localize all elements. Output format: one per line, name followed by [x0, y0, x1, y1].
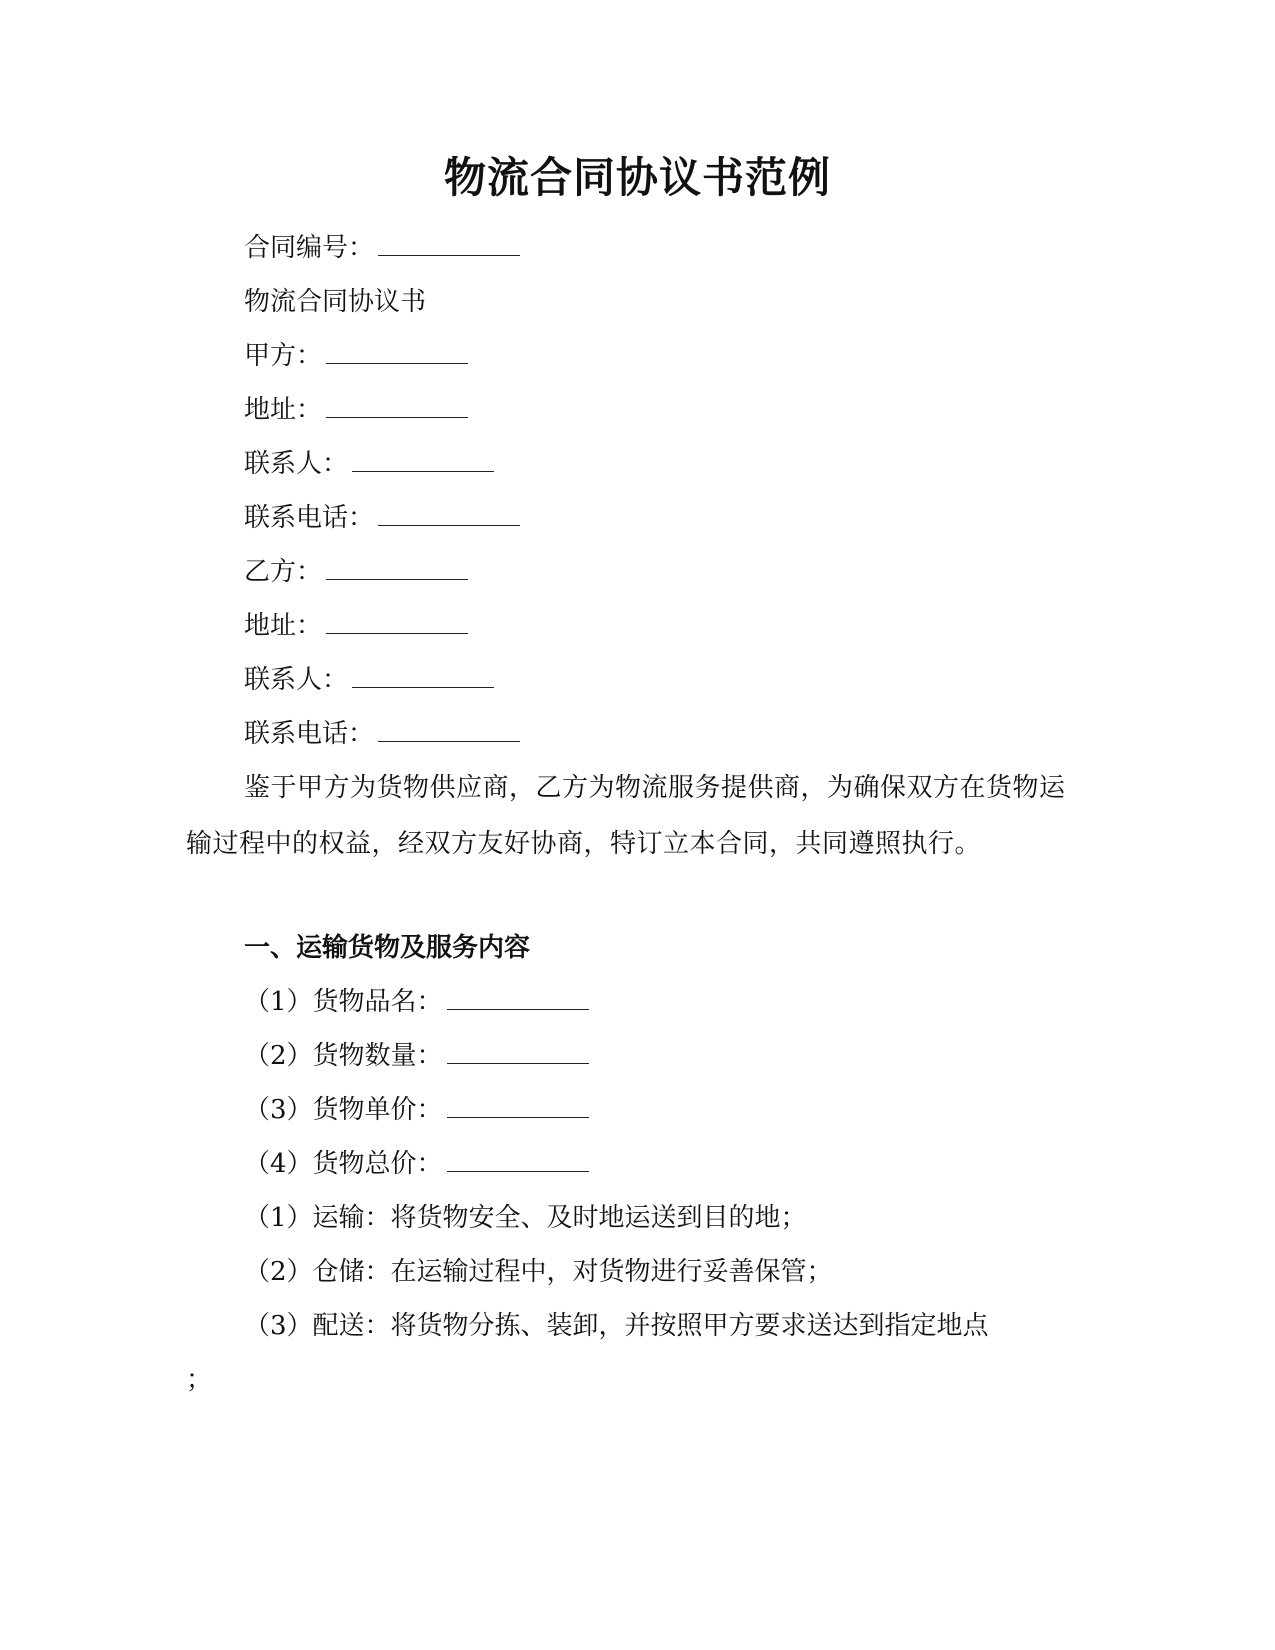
goods-name-field: [244, 982, 589, 1022]
goods-quantity-blank: [447, 1043, 589, 1064]
party-a-contact-field: [244, 444, 494, 484]
service-transport: （1）运输：将货物安全、及时地运送到目的地；: [244, 1203, 807, 1233]
goods-unit-price-label: （3）货物单价：: [244, 1095, 443, 1125]
party-b-field: [244, 552, 468, 592]
party-a-blank: [326, 343, 468, 364]
delivery-punctuation: ；: [186, 1365, 213, 1395]
party-b-contact-field: [244, 660, 494, 700]
service-delivery: （3）配送：将货物分拣、装卸，并按照甲方要求送达到指定地点: [244, 1311, 989, 1341]
party-b-contact-blank: [352, 667, 494, 688]
party-a-label: 甲方：: [244, 341, 323, 371]
document-subtitle: 物流合同协议书: [244, 287, 427, 317]
document-title: 物流合同协议书范例: [443, 153, 831, 202]
party-a-field: [244, 336, 468, 376]
party-a-address-blank: [326, 397, 468, 418]
party-a-phone-field: [244, 498, 520, 538]
section-1-heading: 一、运输货物及服务内容: [244, 933, 531, 963]
party-a-phone-blank: [378, 505, 520, 526]
party-b-address-field: [244, 606, 468, 646]
party-b-label: 乙方：: [244, 557, 323, 587]
goods-quantity-label: （2）货物数量：: [244, 1041, 443, 1071]
goods-name-label: （1）货物品名：: [244, 987, 443, 1017]
party-a-contact-blank: [352, 451, 494, 472]
goods-name-blank: [447, 989, 589, 1010]
contract-number-blank: [378, 235, 520, 256]
contract-number-label: 合同编号：: [244, 233, 375, 263]
goods-quantity-field: [244, 1036, 589, 1076]
goods-unit-price-field: [244, 1090, 589, 1130]
party-b-blank: [326, 559, 468, 580]
party-b-phone-label: 联系电话：: [244, 719, 375, 749]
party-b-phone-blank: [378, 721, 520, 742]
party-a-phone-label: 联系电话：: [244, 503, 375, 533]
party-b-contact-label: 联系人：: [244, 665, 349, 695]
party-b-phone-field: [244, 714, 520, 754]
goods-unit-price-blank: [447, 1097, 589, 1118]
preamble-paragraph: 鉴于甲方为货物供应商，乙方为物流服务提供商，为确保双方在货物运输过程中的权益，经双方友好协商，特订立本合同，共同遵照执行。: [186, 773, 1066, 859]
goods-total-price-label: （4）货物总价：: [244, 1149, 443, 1179]
service-storage: （2）仓储：在运输过程中，对货物进行妥善保管；: [244, 1257, 833, 1287]
party-b-address-label: 地址：: [244, 611, 323, 641]
party-a-contact-label: 联系人：: [244, 449, 349, 479]
goods-total-price-blank: [447, 1151, 589, 1172]
party-b-address-blank: [326, 613, 468, 634]
party-a-address-label: 地址：: [244, 395, 323, 425]
party-a-address-field: [244, 390, 468, 430]
contract-number-field: [244, 228, 520, 268]
goods-total-price-field: [244, 1144, 589, 1184]
